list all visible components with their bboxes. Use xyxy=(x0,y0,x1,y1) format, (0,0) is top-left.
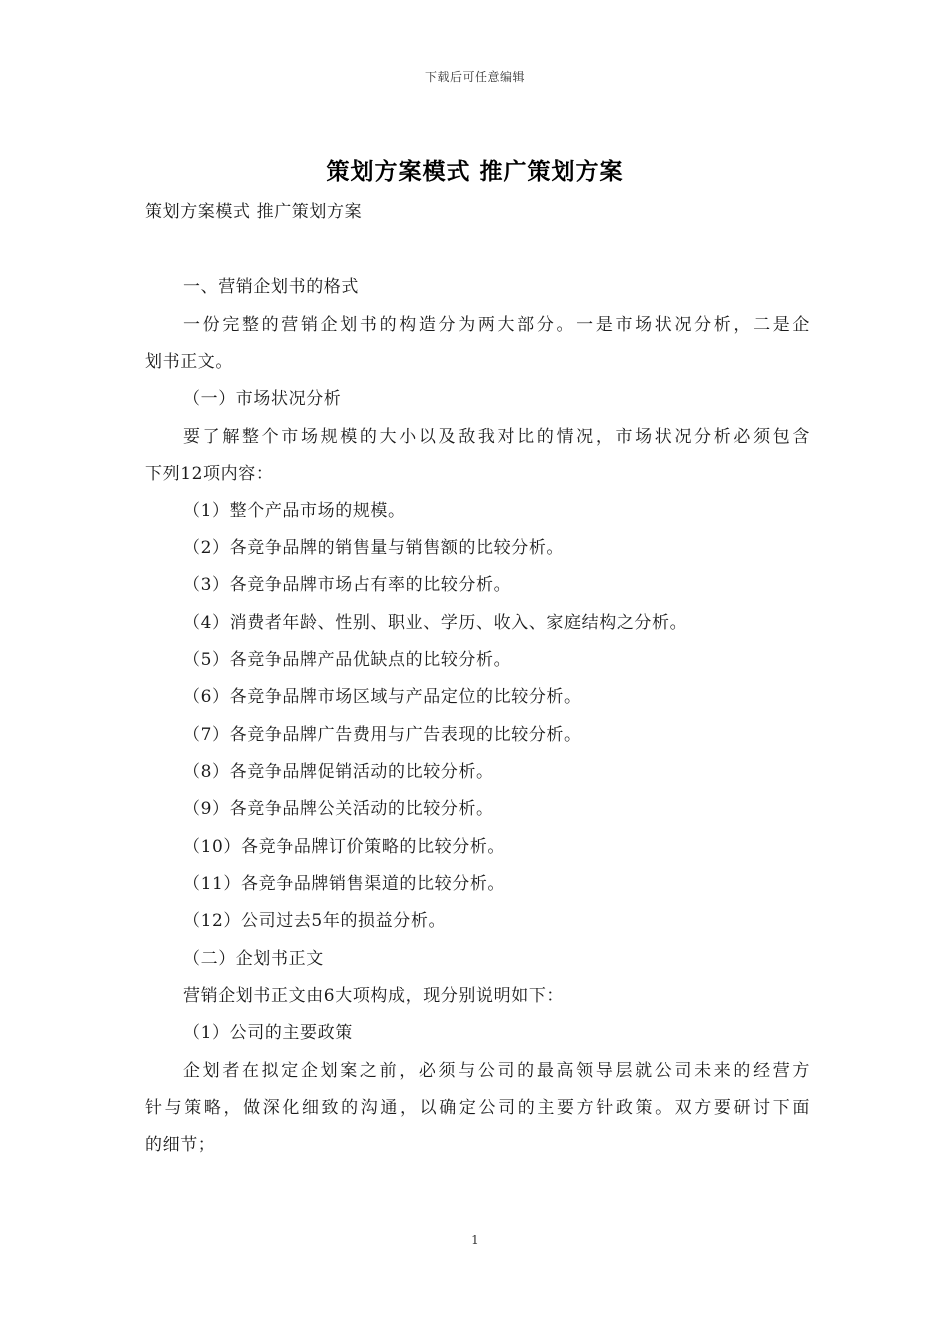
list-item: （6）各竞争品牌市场区域与产品定位的比较分析。 xyxy=(183,687,582,707)
paragraph-line: 针与策略，做深化细致的沟通，以确定公司的主要方针政策。双方要研讨下面 xyxy=(145,1098,810,1118)
subsection-heading: （一）市场状况分析 xyxy=(183,389,342,409)
list-item: （12）公司过去5年的损益分析。 xyxy=(183,911,447,931)
paragraph-line: 一份完整的营销企划书的构造分为两大部分。一是市场状况分析，二是企 xyxy=(183,315,810,335)
list-item: （7）各竞争品牌广告费用与广告表现的比较分析。 xyxy=(183,725,582,745)
list-item: （5）各竞争品牌产品优缺点的比较分析。 xyxy=(183,650,512,670)
paragraph-line: 企划者在拟定企划案之前，必须与公司的最高领导层就公司未来的经营方 xyxy=(183,1061,810,1081)
paragraph-line: 划书正文。 xyxy=(145,352,233,372)
list-item: （11）各竞争品牌销售渠道的比较分析。 xyxy=(183,874,506,894)
paragraph-line: 要了解整个市场规模的大小以及敌我对比的情况，市场状况分析必须包含 xyxy=(183,427,810,447)
paragraph-line: 的细节； xyxy=(145,1135,216,1155)
list-item: （1）整个产品市场的规模。 xyxy=(183,501,406,521)
page-number: 1 xyxy=(471,1233,479,1247)
paragraph-line: 下列12项内容： xyxy=(145,464,274,484)
list-item: （4）消费者年龄、性别、职业、学历、收入、家庭结构之分析。 xyxy=(183,613,688,633)
document-subtitle: 策划方案模式 推广策划方案 xyxy=(145,202,363,222)
section-heading: 一、营销企划书的格式 xyxy=(183,277,359,297)
list-item: （2）各竞争品牌的销售量与销售额的比较分析。 xyxy=(183,538,565,558)
list-item: （10）各竞争品牌订价策略的比较分析。 xyxy=(183,837,506,857)
document-title: 策划方案模式 推广策划方案 xyxy=(326,158,624,185)
list-item: （9）各竞争品牌公关活动的比较分析。 xyxy=(183,799,494,819)
paragraph-line: 营销企划书正文由6大项构成，现分别说明如下： xyxy=(183,986,565,1006)
page-header-note: 下载后可任意编辑 xyxy=(424,70,525,84)
subsection-heading: （二）企划书正文 xyxy=(183,949,324,969)
list-item: （3）各竞争品牌市场占有率的比较分析。 xyxy=(183,575,512,595)
list-item: （1）公司的主要政策 xyxy=(183,1023,353,1043)
list-item: （8）各竞争品牌促销活动的比较分析。 xyxy=(183,762,494,782)
